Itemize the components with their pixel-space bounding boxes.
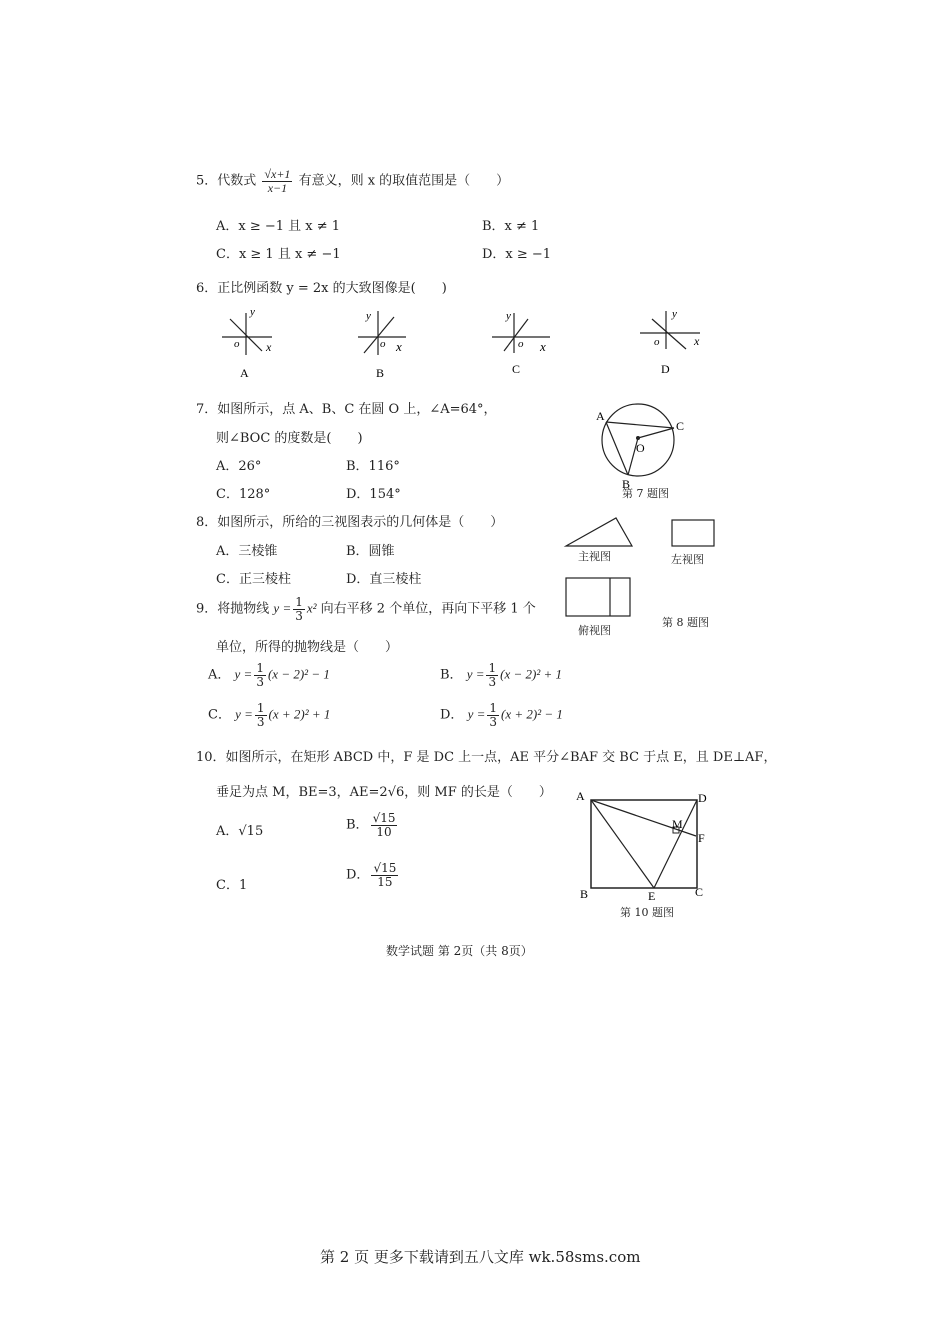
q10-option-b: B． $\frac{√15}{10}$ — [346, 811, 396, 839]
q8-option-d: D．直三棱柱 — [346, 572, 422, 587]
q10-point-a: A — [576, 789, 585, 803]
q7-stem-line1: 7．如图所示，点 A、B、C 在圆 O 上，∠A=64°， — [196, 402, 497, 417]
q7-stem-line2: 则∠BOC 的度数是( ) — [216, 431, 363, 446]
q5-option-a: A．x ≥ −1 且 x ≠ 1 — [216, 219, 341, 234]
q6-a-o: o — [234, 338, 240, 350]
q8-option-c: C．正三棱柱 — [216, 572, 291, 587]
q6-d-y: y — [672, 308, 677, 320]
q6-label-a: A — [240, 366, 249, 380]
q10-point-m: M — [672, 817, 683, 831]
q6-a-y: y — [250, 306, 255, 318]
q8-stem: 8．如图所示，所给的三视图表示的几何体是（ ） — [196, 515, 504, 530]
q6-graph-d — [640, 308, 700, 376]
q10-point-f: F — [698, 831, 705, 845]
q6-b-o: o — [380, 338, 386, 350]
q6-a-x: x — [266, 340, 272, 354]
q10-b-num: √15 — [372, 811, 396, 825]
q8-top-view-label: 俯视图 — [578, 624, 611, 637]
q8-option-b: B．圆锥 — [346, 544, 395, 559]
q5-option-d: D．x ≥ −1 — [482, 247, 552, 262]
q6-b-x: x — [396, 339, 402, 354]
q10-point-e: E — [648, 889, 656, 903]
q8-main-view-label: 主视图 — [578, 550, 611, 563]
q8-main-view-shape — [566, 518, 632, 546]
q6-graph-b — [358, 310, 406, 380]
q9-prefix: 9．将抛物线 — [196, 601, 270, 617]
q6-stem: 6．正比例函数 y = 2x 的大致图像是( ) — [196, 281, 447, 296]
q9-suffix: 向右平移 2 个单位，再向下平移 1 个 — [320, 601, 536, 617]
q6-d-o: o — [654, 336, 660, 348]
q5-fraction — [262, 168, 292, 194]
q10-b-den: 10 — [376, 824, 392, 839]
q10-stem-line2: 垂足为点 M，BE=3，AE=2√6，则 MF 的长是（ ） — [216, 785, 552, 800]
q9-b-tail: (x − 2)² + 1 — [500, 666, 562, 682]
q10-point-c: C — [695, 885, 704, 899]
q6-b-y: y — [366, 310, 371, 322]
q9-option-b: B． y = $\frac{1}{3}$ (x − 2)² + 1 — [440, 661, 562, 689]
q10-stem-line1: 10．如图所示，在矩形 ABCD 中，F 是 DC 上一点，AE 平分∠BAF 交 BC 于点 E，且 DE⊥AF， — [196, 750, 777, 765]
q5-denominator: x−1 — [267, 180, 288, 195]
q7-option-a: A．26° — [216, 459, 262, 474]
q7-point-b: B — [622, 477, 631, 491]
q10-point-d: D — [698, 791, 707, 805]
q6-graphs — [210, 305, 730, 385]
q5-option-b: B．x ≠ 1 — [482, 219, 540, 234]
q7-point-c: C — [676, 419, 685, 433]
q7-option-b: B．116° — [346, 459, 400, 474]
q8-option-a: A．三棱锥 — [216, 544, 278, 559]
q10-d-num: √15 — [373, 861, 397, 875]
q5-option-c: C．x ≥ 1 且 x ≠ −1 — [216, 247, 341, 262]
q9-a-tail: (x − 2)² − 1 — [267, 666, 330, 682]
q6-label-d: D — [661, 362, 670, 376]
q9-d-tail: (x + 2)² − 1 — [501, 706, 563, 722]
page-footer: 数学试题 第 2页（共 8页） — [386, 944, 533, 958]
q6-graph-c — [492, 310, 550, 376]
q7-caption: 第 7 题图 — [622, 487, 669, 500]
q8-left-view-label: 左视图 — [671, 553, 704, 566]
q7-point-a: A — [596, 409, 605, 423]
q8-top-view-shape — [566, 578, 630, 616]
q5-numerator: √x+1 — [264, 167, 291, 181]
q5-prefix: 5．代数式 — [196, 173, 257, 189]
q5-suffix: 有意义，则 x 的取值范围是（ ） — [298, 173, 510, 189]
q6-d-x: x — [694, 334, 700, 348]
download-footer: 第 2 页 更多下载请到五八文库 wk.58sms.com — [320, 1248, 641, 1266]
q9-c-tail: (x + 2)² + 1 — [268, 706, 331, 722]
q10-option-d: D． $\frac{√15}{15}$ — [346, 861, 397, 889]
q9-option-a: A． y = $\frac{1}{3}$ (x − 2)² − 1 — [208, 661, 330, 689]
q8-left-view-shape — [672, 520, 714, 546]
q6-label-b: B — [376, 366, 385, 380]
q7-option-d: D．154° — [346, 487, 401, 502]
q9-option-c: C． y = $\frac{1}{3}$ (x + 2)² + 1 — [208, 701, 331, 729]
q5-stem — [196, 168, 509, 194]
q6-c-y: y — [506, 310, 511, 322]
q6-graph-a — [222, 306, 272, 380]
q10-option-c: C．1 — [216, 878, 248, 893]
q8-caption: 第 8 题图 — [662, 616, 709, 629]
q10-rectangle-figure — [570, 786, 720, 906]
q7-option-c: C．128° — [216, 487, 271, 502]
q10-d-den: 15 — [377, 874, 393, 889]
q6-c-x: x — [540, 339, 546, 354]
q7-point-o: O — [636, 441, 645, 455]
q10-option-a: A．√15 — [216, 824, 264, 839]
q9-stem-line2: 单位，所得的抛物线是（ ） — [216, 640, 399, 655]
q9-stem-line1: 9．将抛物线 y = $\frac{1}{3}$ x² 向右平移 2 个单位，再向下平移 1 个 — [196, 595, 536, 623]
q9-option-d: D． y = $\frac{1}{3}$ (x + 2)² − 1 — [440, 701, 563, 729]
q10-caption: 第 10 题图 — [620, 906, 674, 919]
q6-c-o: o — [518, 338, 524, 350]
q6-label-c: C — [512, 362, 521, 376]
q10-point-b: B — [580, 887, 589, 901]
